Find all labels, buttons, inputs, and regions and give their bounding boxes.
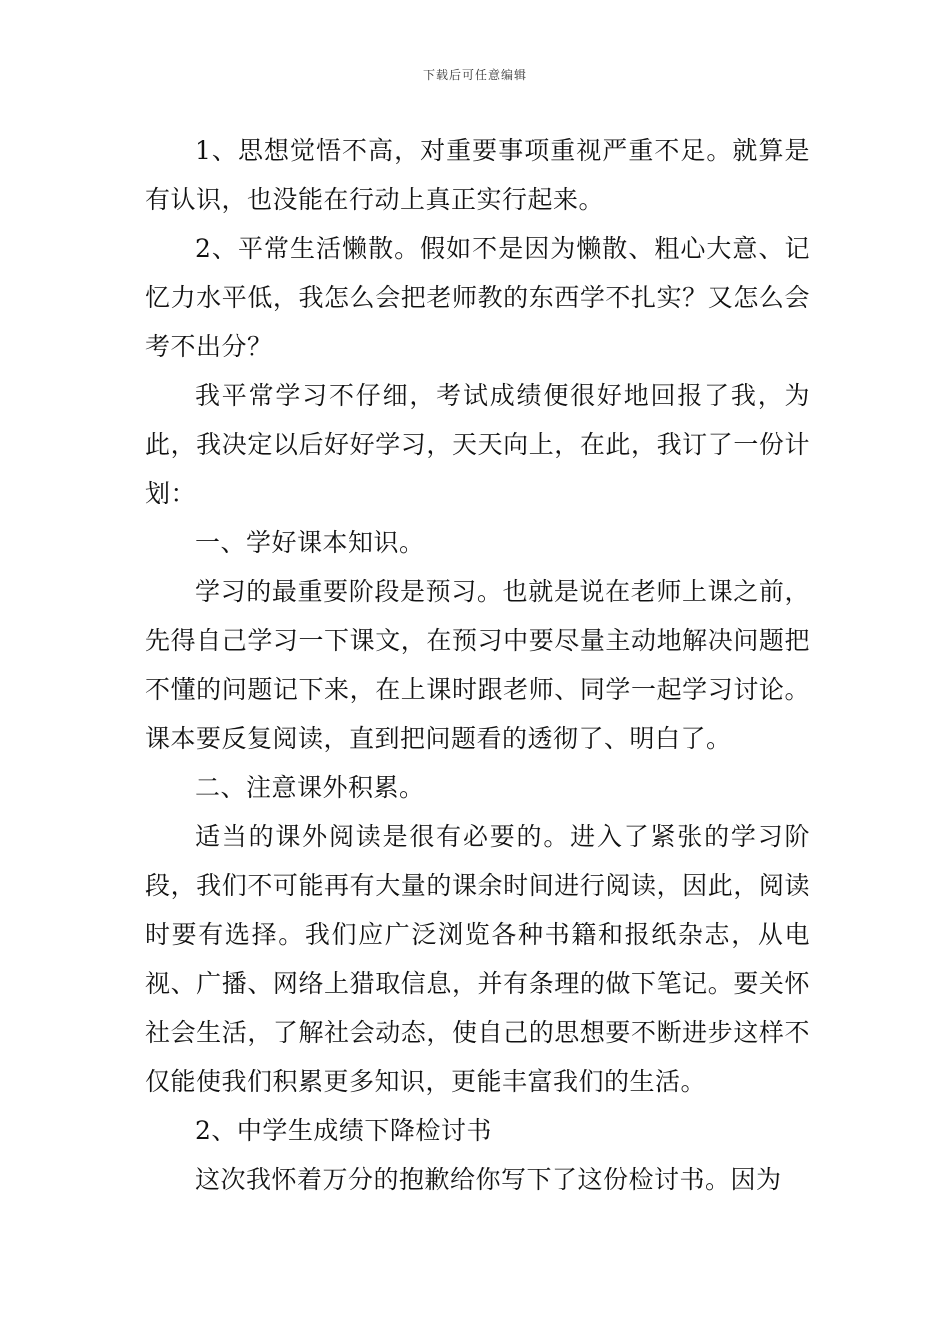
paragraph-1: 1、思想觉悟不高，对重要事项重视严重不足。就算是有认识，也没能在行动上真正实行起来。: [145, 136, 810, 214]
paragraph-2: 2、平常生活懒散。假如不是因为懒散、粗心大意、记忆力水平低，我怎么会把老师教的东西学不扎实？又怎么会考不出分？: [145, 234, 810, 361]
section-heading-1: 一、学好课本知识。: [195, 528, 425, 557]
document-body: [145, 126, 810, 1204]
paragraph-4: 学习的最重要阶段是预习。也就是说在老师上课之前，先得自己学习一下课文，在预习中要尽量主动地解决问题把不懂的问题记下来，在上课时跟老师、同学一起学习讨论。课本要反复阅读，直到把问题看的透彻了、明白了。: [145, 577, 810, 753]
paragraph-6: 这次我怀着万分的抱歉给你写下了这份检讨书。因为: [195, 1165, 782, 1194]
paragraph-5: 适当的课外阅读是很有必要的。进入了紧张的学习阶段，我们不可能再有大量的课余时间进行阅读，因此，阅读时要有选择。我们应广泛浏览各种书籍和报纸杂志，从电视、广播、网络上猎取信息，并有条理的做下笔记。要关怀社会生活，了解社会动态，使自己的思想要不断进步这样不仅能使我们积累更多知识，更能丰富我们的生活。: [145, 822, 810, 1096]
document-title-2: 2、中学生成绩下降检讨书: [195, 1116, 492, 1145]
paragraph-3: 我平常学习不仔细，考试成绩便很好地回报了我，为此，我决定以后好好学习，天天向上，在此，我订了一份计划：: [145, 381, 810, 508]
section-heading-2: 二、注意课外积累。: [195, 773, 425, 802]
page-header: 下载后可任意编辑: [422, 68, 527, 82]
